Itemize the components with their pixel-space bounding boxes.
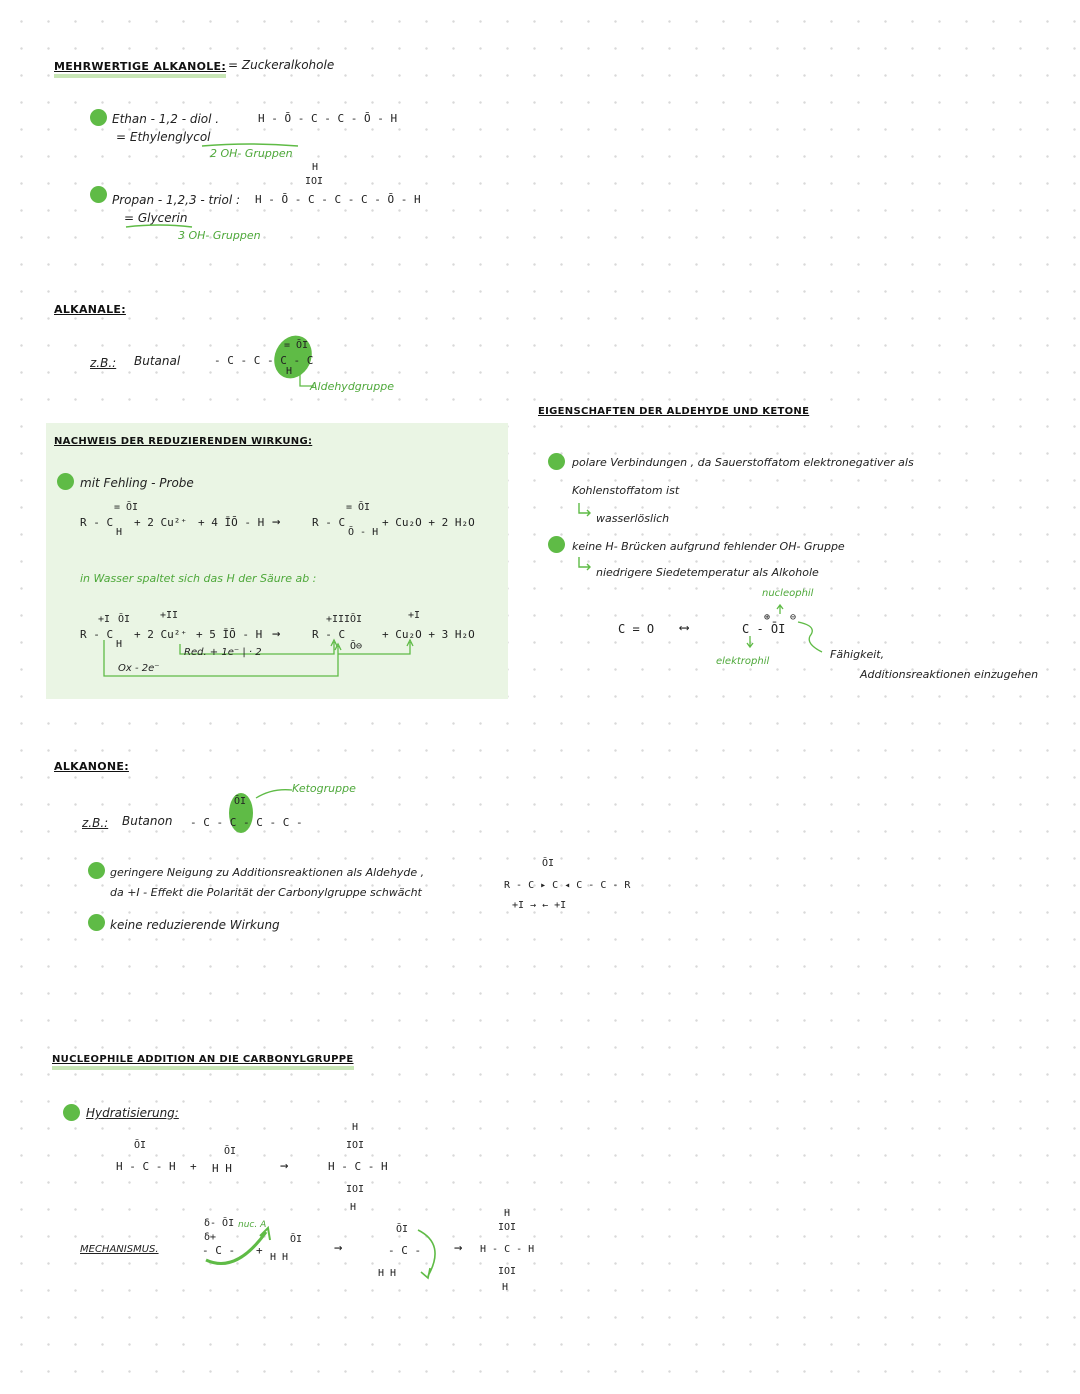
eq2-o: ŌI xyxy=(118,614,131,625)
res-right: C - ŌI xyxy=(742,622,786,636)
mech-arrow-2: → xyxy=(454,1240,463,1256)
eq2-ox-cu2o: +I xyxy=(408,610,421,621)
alkanone-b1-line1: geringere Neigung zu Additionsreaktionen als Aldehyde , xyxy=(110,866,425,879)
propan-top-o: IOI xyxy=(305,176,324,187)
eq1-h: H xyxy=(116,527,123,538)
res-plus: ⊕ xyxy=(764,612,771,623)
propan-name: Propan - 1,2,3 - triol : xyxy=(112,193,241,207)
eq2-rhs-om: Ō⊖ xyxy=(350,641,363,652)
eq2-ox-rhs: +III xyxy=(326,614,351,625)
arrow-icon xyxy=(576,502,594,518)
reduction-label: Red. + 1e⁻ | · 2 xyxy=(184,647,262,658)
mech-inter-h: H H xyxy=(378,1268,397,1279)
react-formula: H - C - H xyxy=(116,1160,176,1173)
eq2-products: + Cu₂O + 3 H₂O xyxy=(382,628,475,641)
hydrat-arrow: → xyxy=(280,1158,289,1174)
eq2-oh: + 5 ĪŌ - H xyxy=(196,628,263,641)
hydrat-label: Hydratisierung: xyxy=(86,1106,179,1120)
section-heading-alkanale: ALKANALE: xyxy=(54,303,126,316)
alkanale-o: = ŌI xyxy=(284,340,309,351)
section-heading-nucleophile: NUCLEOPHILE ADDITION AN DIE CARBONYLGRUPPE xyxy=(52,1054,354,1070)
prod-mid: H - C - H xyxy=(328,1160,388,1173)
mech-inter-c: - C - xyxy=(388,1244,422,1257)
alkanale-example-name: Butanal xyxy=(134,354,181,368)
ethan-formula: H - Ō - C - C - Ō - H xyxy=(258,112,398,125)
mech-final-h2: H xyxy=(502,1282,509,1293)
propan-underline xyxy=(124,222,194,232)
subtitle-zuckeralkohole: = Zuckeralkohole xyxy=(228,58,335,72)
eq1-oh: + 4 ĪŌ - H xyxy=(198,516,265,529)
mech-delta-minus: δ- ŌI xyxy=(204,1218,235,1229)
water-note: in Wasser spaltet sich das H der Säure ab : xyxy=(80,572,317,585)
keto-group-label: Ketogruppe xyxy=(292,782,356,795)
mech-plus: + xyxy=(256,1244,263,1257)
section-heading-mehrwertige: MEHRWERTIGE ALKANOLE: xyxy=(54,60,226,78)
propan-note: 3 OH- Gruppen xyxy=(178,229,261,242)
alkanale-formula: - C - C - C - C xyxy=(214,354,314,367)
prod-o2: IOI xyxy=(346,1184,365,1195)
ethan-underline xyxy=(200,140,300,150)
fehling-label: mit Fehling - Probe xyxy=(80,476,194,490)
mech-nuc: nuc. A xyxy=(238,1220,267,1230)
mech-c: - C - xyxy=(202,1244,236,1257)
alkanone-example-name: Butanon xyxy=(122,814,173,828)
eq2-rhs-o: ŌI xyxy=(350,614,363,625)
react-o: ŌI xyxy=(134,1140,147,1151)
section-heading-nachweis: NACHWEIS DER REDUZIERENDEN WIRKUNG: xyxy=(54,436,313,447)
eq1-cu: + 2 Cu²⁺ xyxy=(134,516,187,529)
section-heading-eigenschaften: EIGENSCHAFTEN DER ALDEHYDE UND KETONE xyxy=(538,406,810,417)
propan-alias: = Glycerin xyxy=(124,211,188,225)
propan-formula: H - Ō - C - C - C - Ō - H xyxy=(255,193,421,206)
keto-pointer xyxy=(254,786,294,802)
mech-arrow-1: → xyxy=(334,1240,343,1256)
eig-b1-line1: polare Verbindungen , da Sauerstoffatom elektronegativer als xyxy=(572,456,914,469)
elektrophil-label: elektrophil xyxy=(716,656,770,667)
propan-top-h: H xyxy=(312,162,319,173)
mech-inter-o: ŌI xyxy=(396,1224,409,1235)
faehigkeit-label-2: Additionsreaktionen einzugehen xyxy=(860,668,1039,681)
bullet-dot xyxy=(548,536,565,553)
alkanone-formula: - C - C - C - C - xyxy=(190,816,303,829)
react-plus: + xyxy=(190,1160,197,1173)
bullet-dot xyxy=(88,914,105,931)
bullet-dot xyxy=(548,453,565,470)
eq1-arrow: → xyxy=(272,514,281,530)
eq2-rhs: R - C xyxy=(312,628,346,641)
bullet-dot xyxy=(90,109,107,126)
mech-water-o: ŌI xyxy=(290,1234,303,1245)
ethan-name: Ethan - 1,2 - diol . xyxy=(112,112,220,126)
effect-o: ŌI xyxy=(542,858,555,869)
water-h: H H xyxy=(212,1162,232,1175)
res-minus: ⊖ xyxy=(790,612,797,623)
oxidation-label: Ox - 2e⁻ xyxy=(118,663,160,674)
alkanone-o: ŌI xyxy=(234,796,247,807)
eq1-o: = ŌI xyxy=(114,502,139,513)
eig-b1-line2: Kohlenstoffatom ist xyxy=(572,484,680,497)
ethan-note: 2 OH- Gruppen xyxy=(210,147,293,160)
prod-top: H xyxy=(352,1122,359,1133)
eq2-ox-lhs: +I xyxy=(98,614,111,625)
mech-delta-plus: δ+ xyxy=(204,1232,217,1243)
eq2-h: H xyxy=(116,639,123,650)
mech-final-h: H xyxy=(504,1208,511,1219)
nucleophil-label: nucleophil xyxy=(762,588,814,599)
eq2-lhs: R - C xyxy=(80,628,114,641)
eig-b2-arrow: niedrigere Siedetemperatur als Alkohole xyxy=(596,566,819,579)
mech-final-mid: H - C - H xyxy=(480,1244,535,1255)
alkanale-h: H xyxy=(286,366,293,377)
alkanale-example-label: z.B.: xyxy=(90,356,117,370)
bullet-dot xyxy=(88,862,105,879)
eq1-rhs-oh: Ō - H xyxy=(348,527,379,538)
mech-label: MECHANISMUS. xyxy=(80,1244,159,1255)
bullet-dot xyxy=(63,1104,80,1121)
arrow-icon xyxy=(576,556,594,572)
prod-o1: IOI xyxy=(346,1140,365,1151)
alkanone-b2: keine reduzierende Wirkung xyxy=(110,918,280,932)
alkanone-example-label: z.B.: xyxy=(82,816,109,830)
effect-labels: +I → ← +I xyxy=(512,900,567,911)
mech-final-o2: IOI xyxy=(498,1266,517,1277)
eq1-rhs-o: = ŌI xyxy=(346,502,371,513)
ethan-alias: = Ethylenglycol xyxy=(116,130,211,144)
mech-final-o: IOI xyxy=(498,1222,517,1233)
eig-b1-arrow: wasserlöslich xyxy=(596,512,670,525)
eq1-lhs: R - C xyxy=(80,516,114,529)
bullet-dot xyxy=(90,186,107,203)
water-o: ŌI xyxy=(224,1146,237,1157)
res-left: C = O xyxy=(618,622,655,636)
eq1-products: + Cu₂O + 2 H₂O xyxy=(382,516,475,529)
section-heading-alkanone: ALKANONE: xyxy=(54,760,129,773)
aldehyde-group-label: Aldehydgruppe xyxy=(310,380,395,393)
eig-b2-line1: keine H- Brücken aufgrund fehlender OH- Gruppe xyxy=(572,540,845,553)
prod-bot: H xyxy=(350,1202,357,1213)
eq2-ox-cu: +II xyxy=(160,610,179,621)
eq2-cu: + 2 Cu²⁺ xyxy=(134,628,187,641)
alkanone-b1-line2: da +I - Effekt die Polarität der Carbonylgruppe schwächt xyxy=(110,886,422,899)
eq1-rhs: R - C xyxy=(312,516,346,529)
res-arrow: ⟷ xyxy=(680,620,689,636)
faehigkeit-label: Fähigkeit, xyxy=(830,648,885,661)
effect-formula: R - C ▸ C ◂ C - C - R xyxy=(504,880,631,891)
res-pointers xyxy=(740,596,860,646)
mech-water-h: H H xyxy=(270,1252,289,1263)
eq2-arrow: → xyxy=(272,626,281,642)
bullet-dot xyxy=(57,473,74,490)
